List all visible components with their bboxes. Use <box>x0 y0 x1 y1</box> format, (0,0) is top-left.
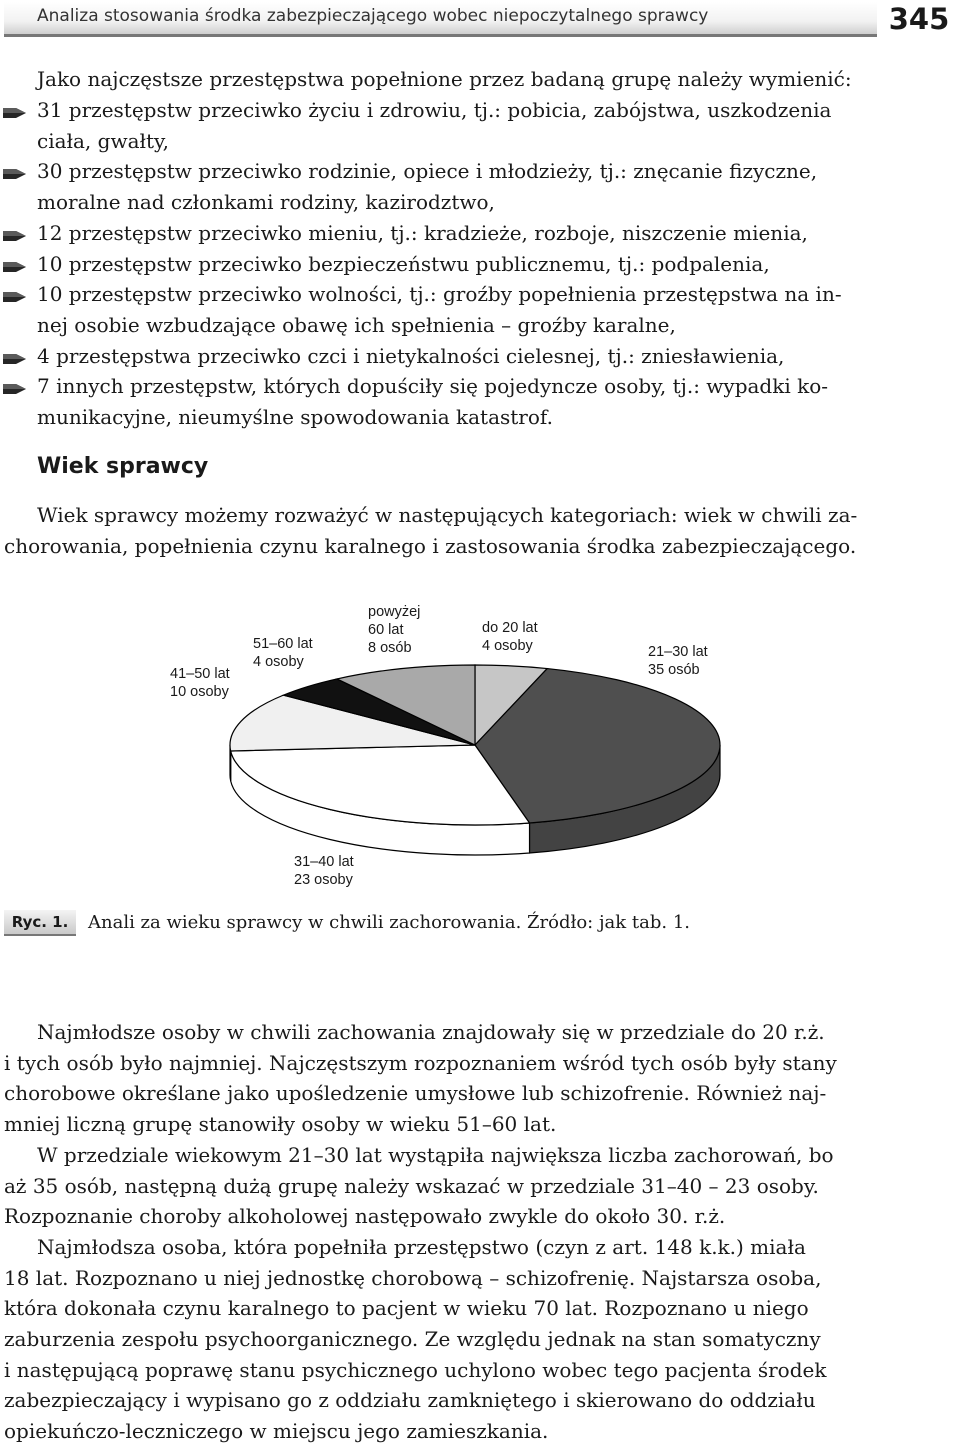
paragraph-line: i następującą poprawę stanu psychicznego uchylono wobec tego pacjenta środek <box>4 1357 827 1382</box>
paragraph-line: zabezpieczający i wypisano go z oddziału zamkniętego i skierowano do oddziału <box>4 1388 816 1413</box>
pie-label-line: powyżej <box>368 604 421 620</box>
paragraph-line: aż 35 osób, następną dużą grupę należy wskazać w przedziale 31–40 – 23 osoby. <box>4 1173 819 1198</box>
age-pie-figure <box>0 595 960 895</box>
paragraph-line: Najmłodsza osoba, która popełniła przestępstwo (czyn z art. 148 k.k.) miała <box>37 1234 806 1259</box>
pie-label-line: 4 osoby <box>253 654 304 670</box>
pie-slice-label <box>294 853 354 889</box>
bullet-arrow-icon <box>2 382 28 396</box>
paragraph-line: i tych osób było najmniej. Najczęstszym rozpoznaniem wśród tych osób były stany <box>4 1050 837 1075</box>
pie-slice-label <box>482 619 538 655</box>
pie-label-line: 35 osób <box>648 662 700 678</box>
paragraph-line: W przedziale wiekowym 21–30 lat wystąpiła największa liczba zachorowań, bo <box>37 1142 834 1167</box>
pie-chart <box>0 595 960 895</box>
page-number: 345 <box>888 2 950 36</box>
list-item: ciała, gwałty, <box>37 128 170 153</box>
pie-label-line: 41–50 lat <box>170 666 230 682</box>
list-item: moralne nad członkami rodziny, kazirodztwo, <box>37 190 495 215</box>
bullet-arrow-icon <box>2 352 28 366</box>
pie-slice-label <box>253 635 313 671</box>
list-item: 10 przestępstw przeciwko wolności, tj.: groźby popełnienia przestępstwa na in- <box>37 282 842 307</box>
figure-tag: Ryc. 1. <box>4 910 76 936</box>
paragraph-line: mniej liczną grupę stanowiły osoby w wieku 51–60 lat. <box>4 1112 557 1137</box>
intro-sentence: Jako najczęstsze przestępstwa popełnione przez badaną grupę należy wymienić: <box>37 67 852 91</box>
pie-slice-label <box>368 603 420 657</box>
bullet-arrow-icon <box>2 290 28 304</box>
pie-label-line: 51–60 lat <box>253 636 313 652</box>
pie-label-line: do 20 lat <box>482 620 538 636</box>
pie-label-line: 23 osoby <box>294 872 353 888</box>
list-item: 31 przestępstw przeciwko życiu i zdrowiu, tj.: pobicia, zabójstwa, uszkodzenia <box>37 98 832 122</box>
bullet-arrow-icon <box>2 167 28 181</box>
pie-slice-label <box>170 665 230 701</box>
list-item: 10 przestępstw przeciwko bezpieczeństwu publicznemu, tj.: podpalenia, <box>37 251 770 276</box>
paragraph-line: opiekuńczo-leczniczego w miejscu jego zamieszkania. <box>4 1419 549 1444</box>
paragraph-line: chorobowe określane jako upośledzenie umysłowe lub schizofrenie. Również naj- <box>4 1081 827 1106</box>
list-item: munikacyjne, nieumyślne spowodowania katastrof. <box>37 405 553 429</box>
list-item: 12 przestępstw przeciwko mieniu, tj.: kradzieże, rozboje, niszczenie mienia, <box>37 220 808 245</box>
pie-label-line: 60 lat <box>368 622 404 638</box>
paragraph-line: Rozpoznanie choroby alkoholowej następowało zwykle do około 30. r.ż. <box>4 1204 726 1229</box>
paragraph-line: która dokonała czynu karalnego to pacjent w wieku 70 lat. Rozpoznano u niego <box>4 1296 809 1321</box>
running-title: Analiza stosowania środka zabezpieczającego wobec niepoczytalnego sprawcy <box>37 6 709 26</box>
paragraph-line: Najmłodsze osoby w chwili zachowania znajdowały się w przedziale do 20 r.ż. <box>37 1020 825 1044</box>
list-item: 30 przestępstw przeciwko rodzinie, opiece i młodzieży, tj.: znęcanie fizyczne, <box>37 159 818 184</box>
list-item: 7 innych przestępstw, których dopuściły się pojedyncze osoby, tj.: wypadki ko- <box>37 374 829 399</box>
pie-label-line: 10 osoby <box>170 684 229 700</box>
section-heading: Wiek sprawcy <box>37 454 209 479</box>
paragraph-line: 18 lat. Rozpoznano u niej jednostkę chorobową – schizofrenię. Najstarsza osoba, <box>4 1265 822 1290</box>
running-header <box>0 0 960 42</box>
figure-caption: Anali za wieku sprawcy w chwili zachorowania. Źródło: jak tab. 1. <box>88 912 691 933</box>
paragraph-line: zaburzenia zespołu psychoorganicznego. Ze względu jednak na stan somatyczny <box>4 1327 821 1351</box>
pie-label-line: 4 osoby <box>482 638 533 654</box>
bullet-arrow-icon <box>2 229 28 243</box>
pie-label-line: 8 osób <box>368 640 412 656</box>
bullet-arrow-icon <box>2 106 28 120</box>
pie-label-line: 21–30 lat <box>648 644 708 660</box>
bullet-arrow-icon <box>2 260 28 274</box>
pie-slice-label <box>648 643 708 679</box>
section-line: chorowania, popełnienia czynu karalnego i zastosowania środka zabezpieczającego. <box>4 534 857 558</box>
list-item: 4 przestępstwa przeciwko czci i nietykalności cielesnej, tj.: zniesławienia, <box>37 343 785 368</box>
list-item: nej osobie wzbudzające obawę ich spełnienia – groźby karalne, <box>37 312 676 337</box>
section-line: Wiek sprawcy możemy rozważyć w następujących kategoriach: wiek w chwili za- <box>37 503 858 527</box>
pie-label-line: 31–40 lat <box>294 854 354 870</box>
